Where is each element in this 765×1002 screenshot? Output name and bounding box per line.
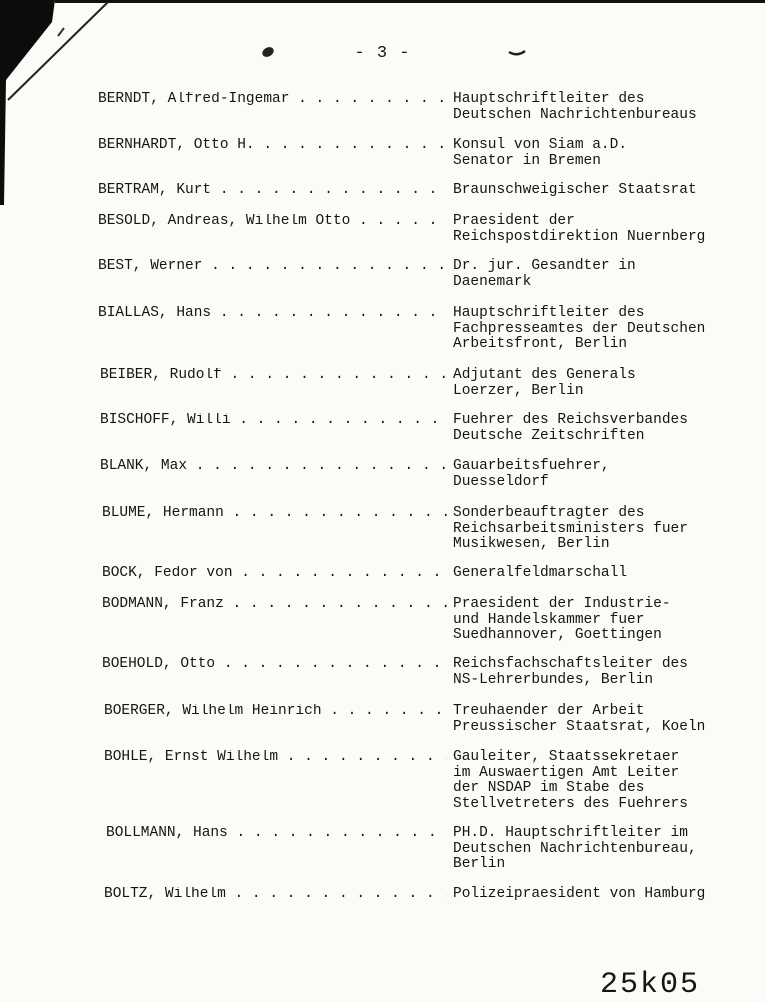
title-line: Braunschweigischer Staatsrat <box>453 182 697 198</box>
title-line: Sonderbeauftragter des <box>453 505 645 521</box>
title-line: Hauptschriftleiter des <box>453 305 645 321</box>
person-name: BOLTZ, Wilhelm . . . <box>104 887 447 903</box>
title-line: Gauleiter, Staatssekretaer <box>453 749 680 765</box>
title-line: Dr. jur. Gesandter in <box>453 258 636 274</box>
title-line: Loerzer, Berlin <box>453 382 584 399</box>
document-stamp: 25k05 <box>600 968 701 1002</box>
person-title <box>453 459 753 490</box>
title-line: Gauarbeitsfuehrer, <box>453 458 610 474</box>
title-line: Konsul von Siam a.D. <box>453 137 628 153</box>
person-title <box>453 597 753 644</box>
title-line: Deutschen Nachrichtenbureau, <box>453 840 697 857</box>
title-line: Treuhaender der Arbeit <box>453 703 645 719</box>
person-title <box>453 413 753 444</box>
page-top-edge <box>55 0 765 3</box>
ink-blot <box>260 45 276 59</box>
title-line: NS-Lehrerbundes, Berlin <box>453 671 654 688</box>
title-line: der NSDAP im Stabe des <box>453 780 645 796</box>
person-title <box>453 566 753 582</box>
title-line: Hauptschriftleiter des <box>453 91 645 107</box>
person-title <box>453 214 753 245</box>
person-name: BERNHARDT, Otto H. . . . <box>98 138 447 154</box>
person-title <box>453 259 753 290</box>
person-name: BLANK, Max . . . <box>100 459 447 475</box>
title-line: Arbeitsfront, Berlin <box>453 336 628 352</box>
person-name: BEST, Werner . . . <box>98 259 447 275</box>
title-line: Reichsfachschaftsleiter des <box>453 656 688 672</box>
title-line: Adjutant des Generals <box>453 367 636 383</box>
page-number: - 3 - <box>354 44 411 63</box>
title-line: Suedhannover, Goettingen <box>453 627 662 643</box>
person-name: BESOLD, Andreas, Wilhelm Otto . . . <box>98 214 447 230</box>
person-title <box>453 92 753 123</box>
person-name: BOHLE, Ernst Wilhelm . . . <box>104 750 447 766</box>
title-line: Stellvetreters des Fuehrers <box>453 795 688 812</box>
title-line: im Auswaertigen Amt Leiter <box>453 764 680 781</box>
person-name: BOERGER, Wilhelm Heinrich . . . <box>104 704 447 720</box>
person-title <box>453 826 753 873</box>
person-title <box>453 750 753 812</box>
person-title <box>453 704 753 735</box>
title-line: und Handelskammer fuer <box>453 611 645 628</box>
title-line: Reichspostdirektion Nuernberg <box>453 228 706 245</box>
title-line: Generalfeldmarschall <box>453 565 628 581</box>
title-line: Duesseldorf <box>453 473 549 490</box>
title-line: Praesident der Industrie- <box>453 596 671 612</box>
person-name: BODMANN, Franz . . . <box>102 597 447 613</box>
person-name: BERNDT, Alfred-Ingemar . . . <box>98 92 447 108</box>
person-name: BLUME, Hermann . . . <box>102 506 447 522</box>
title-line: Polizeipraesident von Hamburg <box>453 886 706 902</box>
title-line: Deutsche Zeitschriften <box>453 427 645 444</box>
title-line: Musikwesen, Berlin <box>453 536 610 552</box>
person-title <box>453 138 753 169</box>
title-line: Praesident der <box>453 213 575 229</box>
person-name: BOEHOLD, Otto . . . <box>102 657 447 673</box>
person-title <box>453 368 753 399</box>
person-title <box>453 506 753 553</box>
title-line: Berlin <box>453 856 506 872</box>
title-line: Fachpresseamtes der Deutschen <box>453 320 706 337</box>
person-name: BOCK, Fedor von . . . <box>102 566 447 582</box>
title-line: PH.D. Hauptschriftleiter im <box>453 825 688 841</box>
person-name: BEIBER, Rudolf . . . <box>100 368 447 384</box>
person-title <box>453 306 753 353</box>
title-line: Fuehrer des Reichsverbandes <box>453 412 688 428</box>
title-line: Senator in Bremen <box>453 152 601 169</box>
person-title <box>453 183 753 199</box>
person-name: BISCHOFF, Willi . . . <box>100 413 447 429</box>
ink-mark <box>508 49 526 57</box>
title-line: Daenemark <box>453 273 532 290</box>
title-line: Reichsarbeitsministers fuer <box>453 520 688 537</box>
title-line: Preussischer Staatsrat, Koeln <box>453 718 706 735</box>
person-name: BIALLAS, Hans . . . <box>98 306 447 322</box>
person-title <box>453 657 753 688</box>
person-name: BERTRAM, Kurt . . . <box>98 183 447 199</box>
person-title <box>453 887 753 903</box>
person-name: BOLLMANN, Hans . . . <box>106 826 447 842</box>
title-line: Deutschen Nachrichtenbureaus <box>453 106 697 123</box>
